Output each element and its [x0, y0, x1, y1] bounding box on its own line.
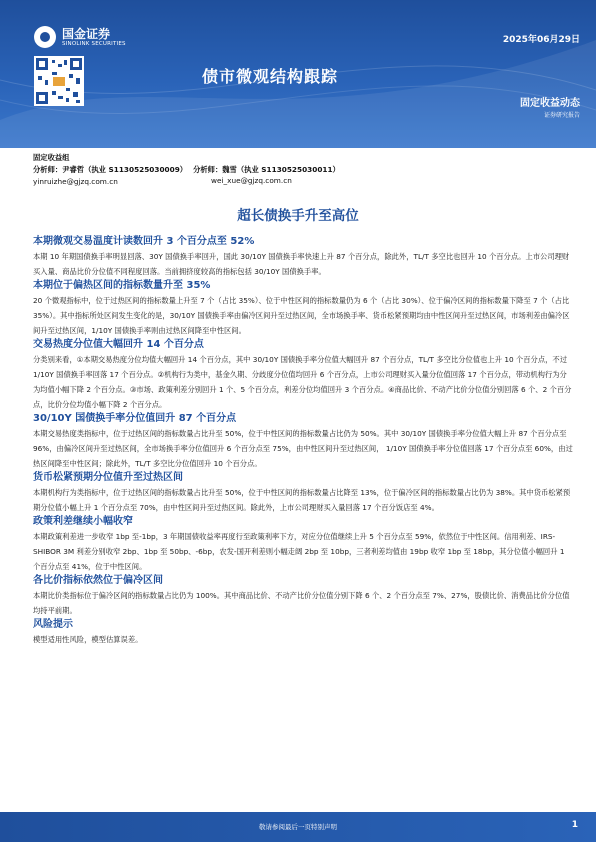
qr-code-icon — [34, 56, 84, 106]
main-title: 超长债换手升至高位 — [237, 208, 359, 224]
section-paragraph: 分类别来看，①本期交易热度分位均值大幅回升 14 个百分点，其中 30/10Y 国债换手率分位值大幅回升 87 个百分点，TL/T 多空比分位值也上升 10 个百分点，不过 1/10Y 国债换手率回落 17 个百分点。②机构行为类中，基金久期、分歧度分位值均回升 6 个百分点，上市公司理财买入量分位值回落 17 个百分点，带动机构行为分为均值小幅下降 2 个百分点。③市场、政策利差分别回升 1 个、5 个百分点，利差分位均值回升 3 个百分点。④商品比价、不动产比价分位值分别回落 6 个、2 个百分点，比价分位均值小幅下降 2 个百分点。 — [33, 355, 572, 409]
section-heading: 30/10Y 国债换手率分位值回升 87 个百分点 — [33, 413, 237, 424]
page-footer — [0, 812, 596, 842]
section-paragraph: 本期 10 年期国债换手率明显回落、30Y 国债换手率回升，国此 30/10Y 国债换手率快速上升 87 个百分点，除此外，TL/T 多空比也回升 10 个百分点。上市公司理财买入量、商品比价分位值不同程度回落。当前拥挤度较高的指标包括 30/10Y 国债换手率。 — [33, 252, 570, 276]
company-logo — [34, 26, 126, 48]
section-heading: 各比价指标依然位于偏冷区间 — [33, 575, 163, 586]
section-heading: 本期位于偏热区间的指标数量升至 35% — [33, 280, 211, 291]
analyst-a: 尹睿哲（执业 S1130525030009） — [62, 165, 188, 174]
logo-cn: 国金证券 — [62, 26, 111, 41]
section-paragraph: 本期机构行为类指标中，位于过热区间的指标数量占比升至 50%，位于中性区间的指标数量占比降至 13%，位于偏冷区间的指标数量占比仍为 38%。其中货币松紧预期分位值小幅上升 1 个百分点至 70%，由中性区间升至过热区间。除此外，上市公司理财买入量回落 17 个百分饭店至 4%。 — [33, 488, 571, 512]
email-b[interactable]: wei_xue@gjzq.com.cn — [211, 176, 292, 185]
report-series-title: 债市微观结构跟踪 — [202, 67, 339, 86]
report-body — [33, 235, 573, 647]
analyst-b: 魏雪（执业 S1130525030011） — [222, 165, 340, 174]
analyst-label: 分析师： — [193, 165, 223, 174]
section-paragraph: 20 个微观指标中，位于过热区间的指标数量上升至 7 个（占比 35%）、位于中性区间的指标数量仍为 6 个（占比 30%）、位于偏冷区间的指标数量下降至 7 个（占比 35%）。其中指标所处区间发生变化的是，30/10Y 国债换手率由偏冷区间升至过热区间，全市场换手率、货币松紧预期均由中性区间升至过热区间，市场利差由偏冷区间升至过热区间，1/10Y 国债换手率则由过热区间降至中性区间。 — [33, 296, 570, 335]
section-heading: 本期微观交易温度计读数回升 3 个百分点至 52% — [33, 236, 255, 247]
report-category: 固定收益动态 — [520, 98, 580, 109]
section-paragraph: 本期政策利差进一步收窄 1bp 至-1bp，3 年期国债收益率再度行至政策利率下方，对应分位值继续上升 5 个百分点至 59%，依然位于中性区间。信用利差、IRS-SHIBOR 3M 利差分别收窄 2bp、1bp 至 50bp、-6bp，农发-国开利差则小幅走阔 2bp 至 10bp，三者利差均值由 19bp 收窄 1bp 至 18bp，其分位值小幅回升 1 个百分点至 41%，位于中性区间。 — [33, 532, 565, 571]
analyst-block — [33, 152, 340, 188]
risk-paragraph: 模型适用性风险，模型估算误差。 — [33, 635, 143, 644]
report-header — [0, 0, 596, 148]
report-subcategory: 证券研究报告 — [543, 112, 580, 119]
section-heading: 货币松紧预期分位值升至过热区间 — [33, 472, 183, 483]
disclaimer-note: 敬请参阅最后一页特别声明 — [259, 823, 337, 831]
team-name: 固定收益组 — [33, 153, 70, 162]
logo-en: SINOLINK SECURITIES — [62, 40, 126, 47]
report-date: 2025年06月29日 — [502, 35, 580, 45]
analyst-line — [33, 164, 340, 176]
analyst-label: 分析师： — [33, 165, 63, 174]
page-number: 1 — [571, 820, 578, 830]
section-heading: 政策利差继续小幅收窄 — [33, 516, 133, 527]
section-heading: 交易热度分位值大幅回升 14 个百分点 — [33, 339, 204, 350]
section-paragraph: 本期比价类指标位于偏冷区间的指标数量占比仍为 100%。其中商品比价、不动产比价分位值分别下降 6 个、2 个百分点至 7%、27%，股债比价、消费品比价分位值均持平前期。 — [33, 591, 570, 615]
risk-heading: 风险提示 — [33, 619, 73, 630]
section-paragraph: 本期交易热度类指标中，位于过热区间的指标数量占比升至 50%，位于中性区间的指标数量占比仍为 50%。其中 30/10Y 国债换手率分位值大幅上升 87 个百分点至 96%，由偏冷区间升至过热区间，全市场换手率分位值回升 6 个百分点至 75%，由中性区间升至过热区间， 1/10Y 国债换手率分位值回落 17 个百分点至 60%，由过热区间降至中性区间；除此外，TL/T 多空比分位值回升 10 个百分点。 — [33, 429, 573, 468]
logo-mark-icon — [34, 26, 56, 48]
email-a[interactable]: yinruizhe@gjzq.com.cn — [33, 177, 118, 186]
